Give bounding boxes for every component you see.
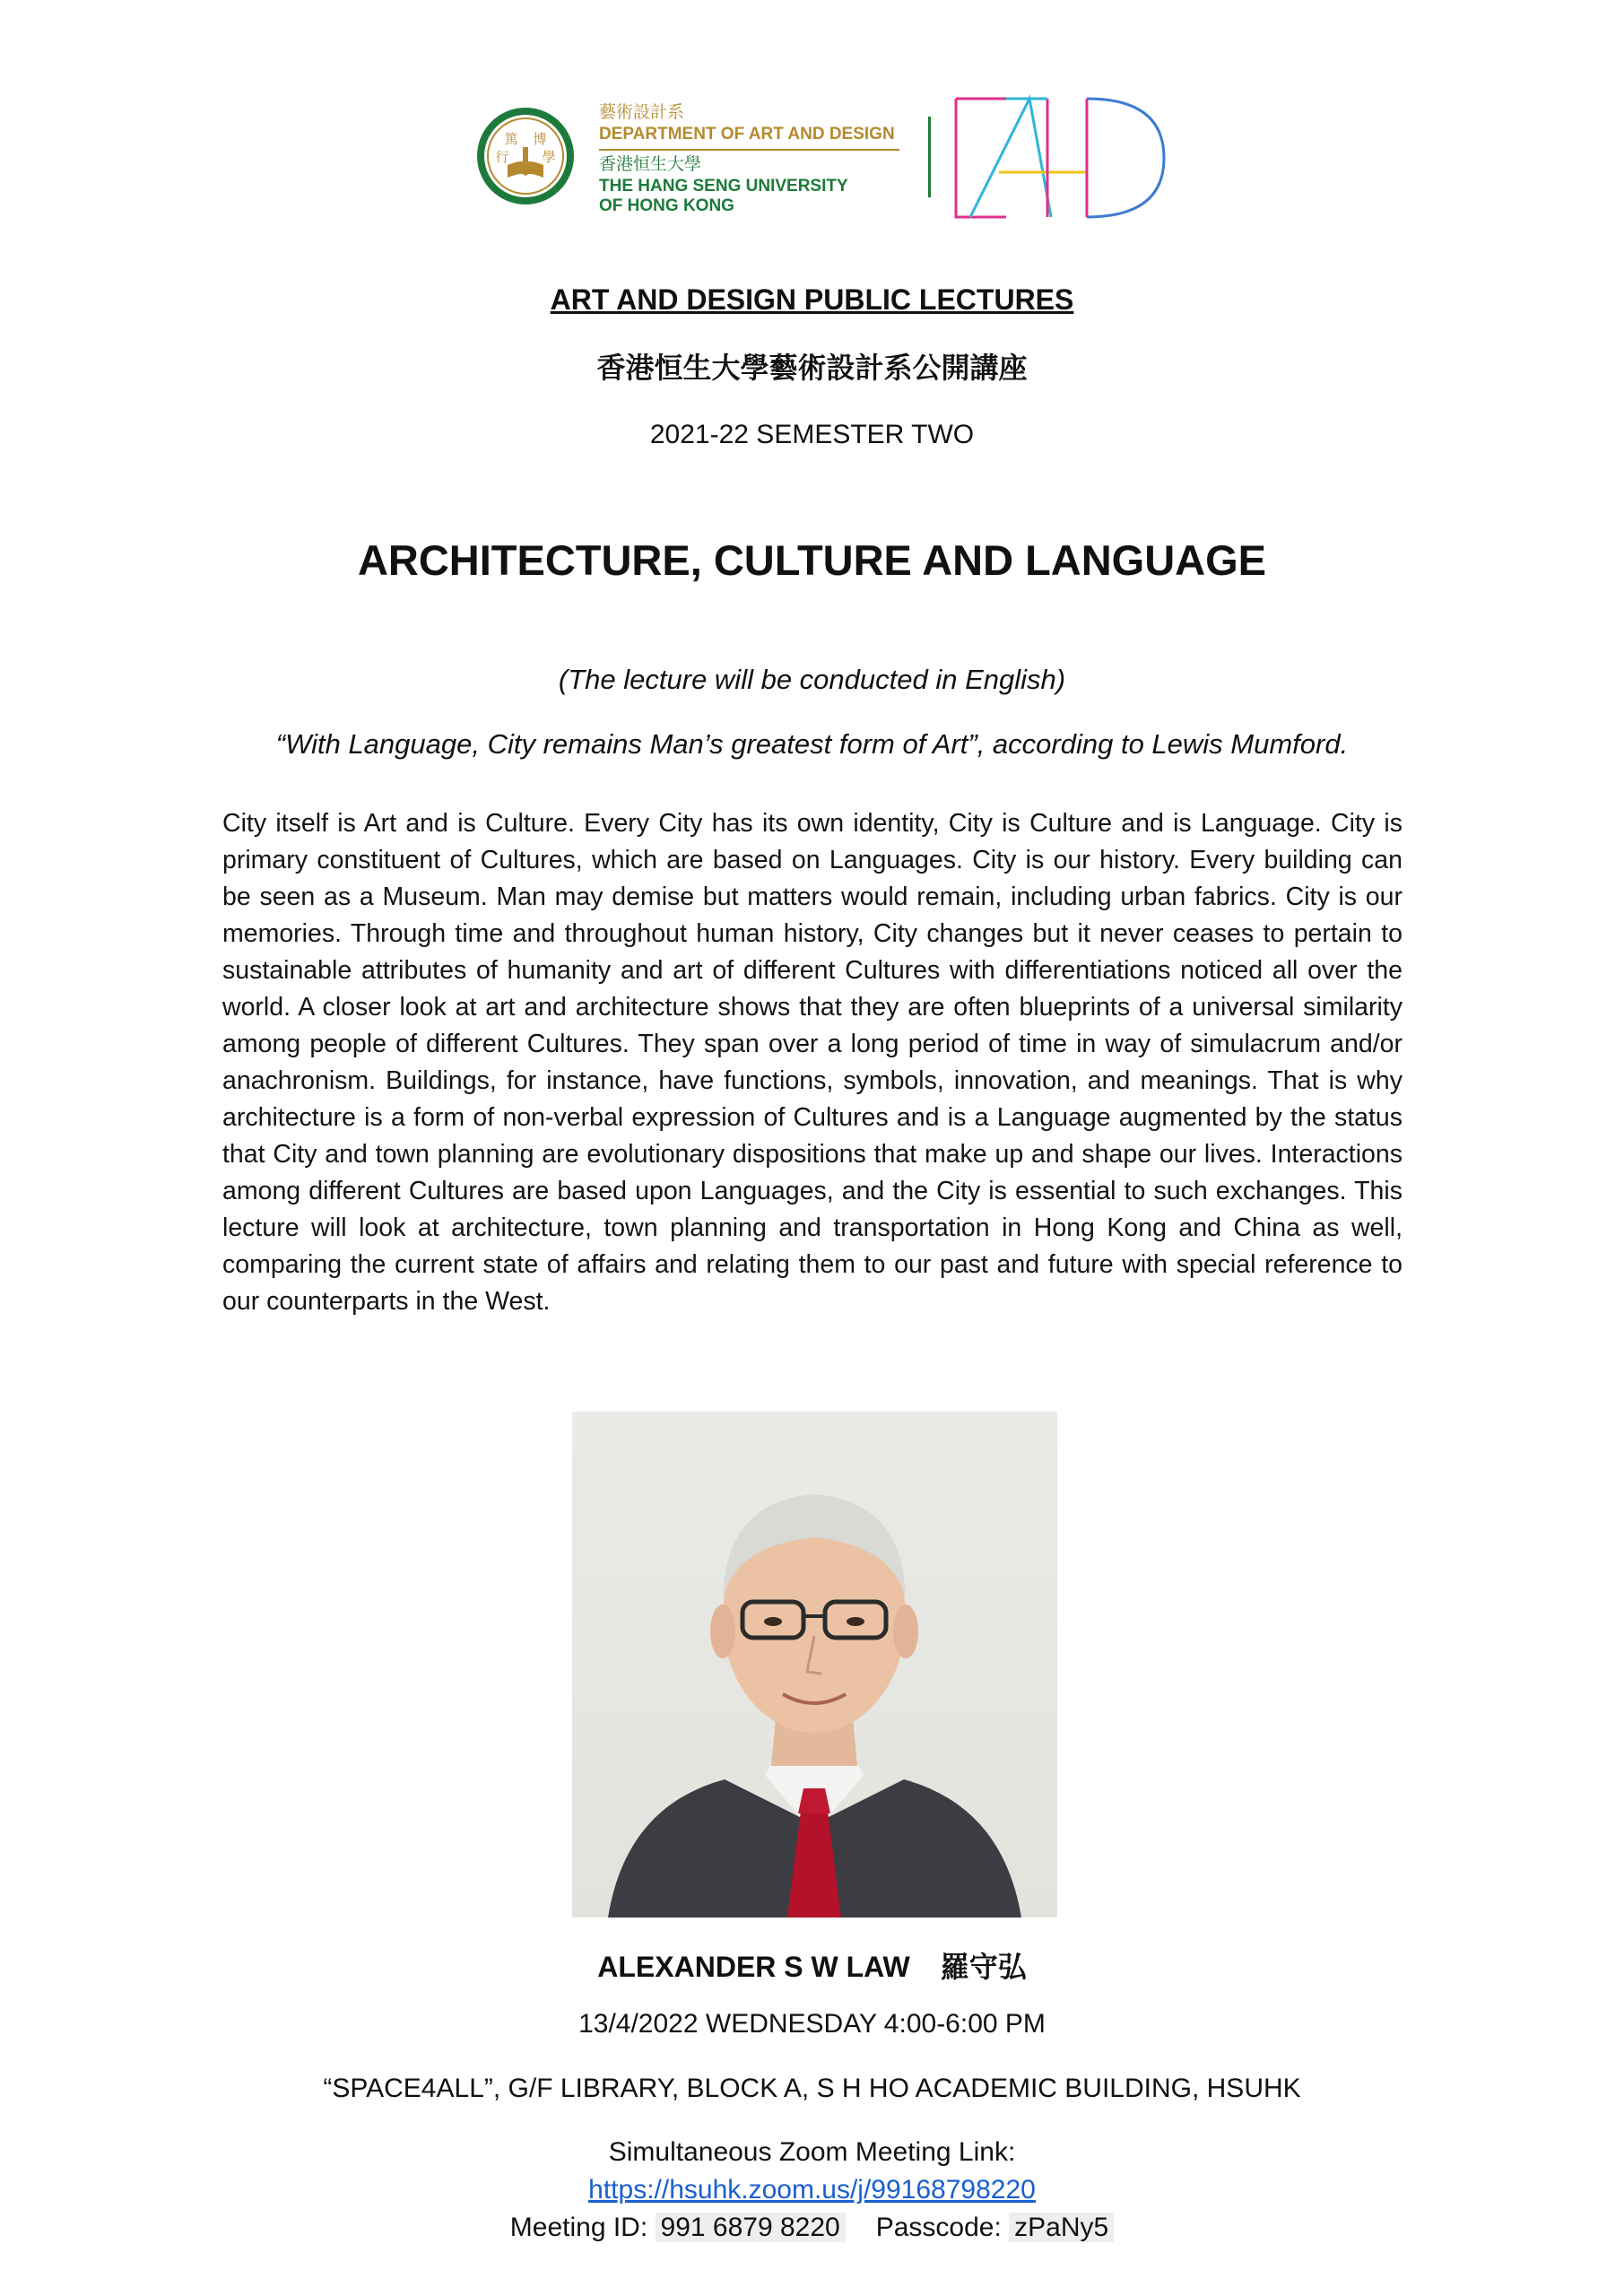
department-divider xyxy=(599,149,899,151)
language-note: (The lecture will be conducted in English) xyxy=(558,664,1066,695)
header xyxy=(0,0,1624,242)
meeting-id-value: 991 6879 8220 xyxy=(656,2213,846,2242)
art-and-design-logo xyxy=(952,93,1168,222)
semester-label: 2021-22 SEMESTER TWO xyxy=(649,420,975,449)
university-seal-logo xyxy=(475,106,576,206)
event-venue: “SPACE4ALL”, G/F LIBRARY, BLOCK A, S H HO ACADEMIC BUILDING, HSUHK xyxy=(323,2074,1301,2103)
zoom-meeting-link[interactable]: https://hsuhk.zoom.us/j/99168798220 xyxy=(588,2175,1036,2205)
speaker-name xyxy=(0,1944,1624,1986)
passcode-label: Passcode: xyxy=(875,2213,1002,2242)
event-datetime: 13/4/2022 WEDNESDAY 4:00-6:00 PM xyxy=(578,2009,1046,2039)
lecture-description: City itself is Art and is Culture. Every City has its own identity, City is Culture and is Language. City is primary constituent of Cultures, which are based on Languages. City is our history. Every building can be seen as a Museum. Man may demise but matters would remain, including urban fabrics. City is our memories. Through time and throughout human history, City changes but it never ceases to pertain to sustainable attributes of humanity and art of different Cultures with differentiations noticed all over the world. A closer look at art and architecture shows that they are often blueprints of a universal similarity among people of different Cultures. They span over a long period of time in way of simulacrum and/or anachronism. Buildings, for instance, have functions, symbols, innovation, and meanings. That is why architecture is a form of non-verbal expression of Cultures and is a Language augmented by the status that City and town planning are evolutionary dispositions that make up and shape our lives. Interactions among different Cultures are based upon Languages, and the City is essential to such exchanges. This lecture will look at architecture, town planning and transportation in Hong Kong and China as well, comparing the current state of affairs and relating them to our past and future with special reference to our counterparts in the West. xyxy=(222,809,1403,1316)
zoom-label: Simultaneous Zoom Meeting Link: xyxy=(608,2137,1016,2167)
seal-char-1: 篤 xyxy=(504,131,518,147)
speaker-name-en: ALEXANDER S W LAW xyxy=(597,1951,910,1983)
university-name-zh: 香港恒生大學 xyxy=(599,155,702,174)
seal-char-3: 行 xyxy=(495,149,509,165)
department-block xyxy=(599,104,904,221)
speaker-portrait-illustration xyxy=(572,1412,1057,1918)
seal-char-4: 學 xyxy=(542,149,556,165)
series-title: ART AND DESIGN PUBLIC LECTURES xyxy=(550,283,1074,316)
department-name-en: DEPARTMENT OF ART AND DESIGN xyxy=(599,125,895,144)
university-name-en-line2: OF HONG KONG xyxy=(599,196,734,215)
department-name-zh: 藝術設計系 xyxy=(599,103,685,122)
speaker-name-zh: 羅守弘 xyxy=(940,1951,1027,1983)
quote: “With Language, City remains Man’s greatest form of Art”, according to Lewis Mumford. xyxy=(275,728,1349,760)
series-title-zh: 香港恒生大學藝術設計系公開講座 xyxy=(596,352,1028,384)
university-name-en-line1: THE HANG SENG UNIVERSITY xyxy=(599,177,848,196)
speaker-portrait xyxy=(572,1412,1057,1918)
seal-char-2: 博 xyxy=(533,131,547,147)
meeting-credentials xyxy=(0,2213,1624,2243)
zoom-link-row xyxy=(0,2175,1624,2205)
passcode-value: zPaNy5 xyxy=(1009,2213,1114,2242)
meeting-id-label: Meeting ID: xyxy=(509,2213,648,2242)
lecture-title: ARCHITECTURE, CULTURE AND LANGUAGE xyxy=(357,536,1267,584)
logo-divider xyxy=(928,117,931,197)
